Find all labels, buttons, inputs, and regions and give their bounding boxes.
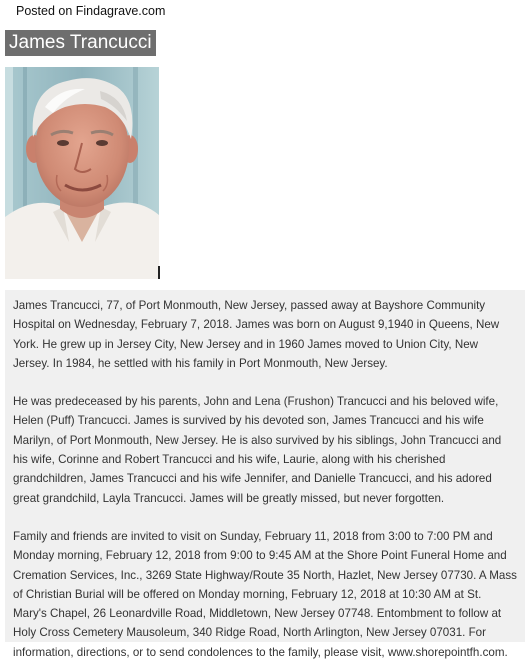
posted-on-caption: Posted on Findagrave.com	[16, 4, 166, 18]
portrait-photo	[5, 67, 159, 279]
deceased-name-banner: James Trancucci	[5, 30, 156, 56]
obituary-paragraph-3: Family and friends are invited to visit on Sunday, February 11, 2018 from 3:00 to 7:00 PM and Monday morning, February 12, 2018 from 9:00 to 9:45 AM at the Shore Point Funeral Home and Cremation Services, Inc., 3269 State Highway/Route 35 North, Hazlet, New Jersey 07730. A Mass of Christian Burial will be offered on Monday morning, February 12, 2018 at 10:30 AM at St. Mary's Chapel, 26 Leonardville Road, Middletown, New Jersey 07748. Entombment to follow at Holy Cross Cemetery Mausoleum, 340 Ridge Road, North Arlington, New Jersey 07031. For information, directions, or to send condolences to the family, please visit, www.shorepointfh.com.	[13, 529, 517, 659]
obituary-paragraph-2: He was predeceased by his parents, John and Lena (Frushon) Trancucci and his beloved wife, Helen (Puff) Trancucci. James is survived by his devoted son, James Trancucci and his wife Marilyn, of Port Monmouth, New Jersey. He is also survived by his siblings, John Trancucci and his wife, Corinne and Robert Trancucci and his wife, Laurie, along with his cherished grandchildren, James Trancucci and his wife Jennifer, and Danielle Trancucci, and his adored great grandchild, Layla Trancucci. James will be greatly missed, but never forgotten.	[13, 395, 502, 505]
photo-edge-mark	[158, 266, 160, 279]
obituary-paragraph-1: James Trancucci, 77, of Port Monmouth, New Jersey, passed away at Bayshore Community Hospital on Wednesday, February 7, 2018. James was born on August 9,1940 in Queens, New York. He grew up in Jersey City, New Jersey and in 1960 James moved to Union City, New Jersey. In 1984, he settled with his family in Port Monmouth, New Jersey.	[13, 299, 500, 370]
obituary-text-box	[5, 290, 525, 659]
